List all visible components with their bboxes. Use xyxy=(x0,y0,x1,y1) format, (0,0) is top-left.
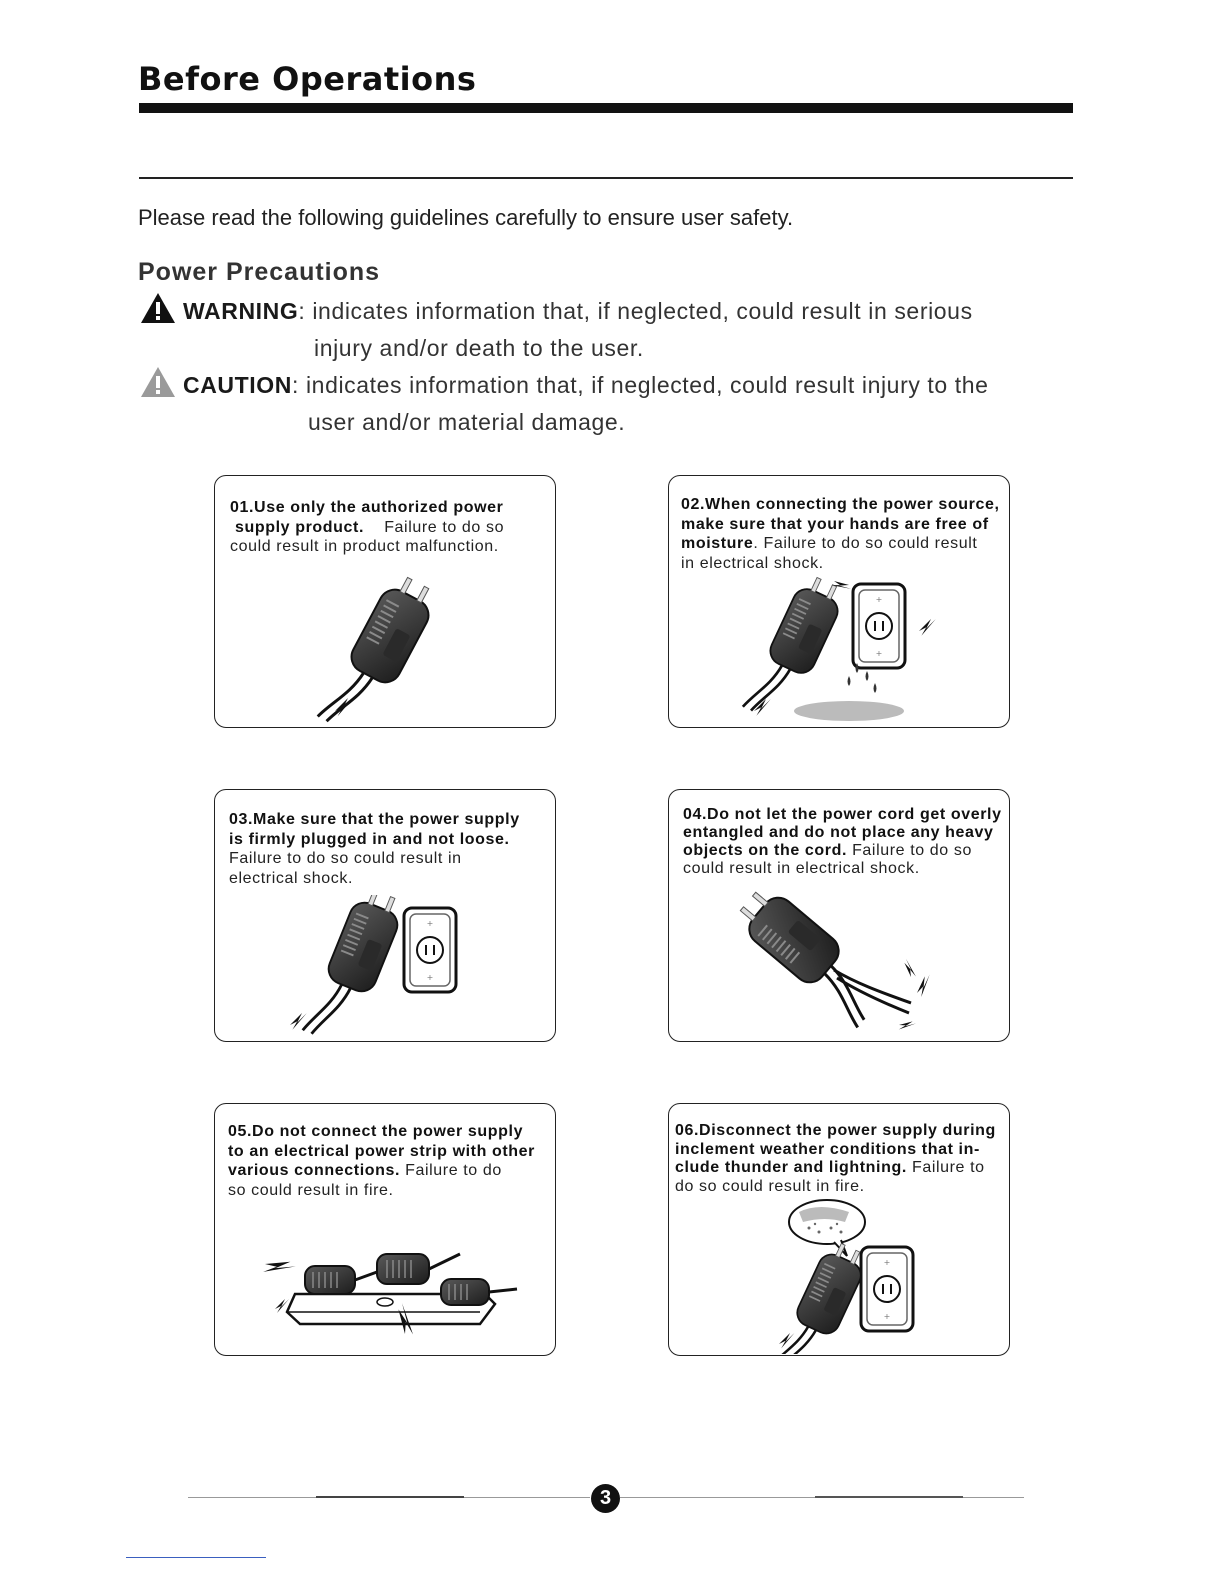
intro-text: Please read the following guidelines carefully to ensure user safety. xyxy=(138,205,794,230)
damaged-cord-illustration xyxy=(739,885,959,1040)
plugged-adapter-illustration xyxy=(285,895,485,1040)
corner-line xyxy=(126,1557,266,1558)
card-text: 06.Disconnect the power supply during inclement weather conditions that in- clude thunder and lightning. Failure to do so could result in fire. xyxy=(675,1122,996,1195)
caution-text-continued: user and/or material damage. xyxy=(308,409,626,435)
page-title: Before Operations xyxy=(138,60,477,98)
warning-label: WARNING xyxy=(183,298,299,324)
card-text: 05.Do not connect the power supply to an electrical power strip with other various connections. Failure to do so could result in fire. xyxy=(228,1123,536,1199)
precaution-card-01 xyxy=(214,475,556,728)
card-text: 04.Do not let the power cord get overly entangled and do not place any heavy objects on the cord. Failure to do so could result in electrical shock. xyxy=(683,806,1002,877)
caution-icon xyxy=(140,366,176,398)
warning-text: : indicates information that, if neglected, could result in serious xyxy=(298,298,973,324)
footer-rule-left-accent xyxy=(316,1496,464,1498)
caution-line xyxy=(183,372,989,399)
card-text: 01.Use only the authorized power supply product. Failure to do so could result in product malfunction. xyxy=(230,499,505,555)
title-rule-thick xyxy=(139,103,1073,113)
card-text: 03.Make sure that the power supply is firmly plugged in and not loose. Failure to do so could result in electrical shock. xyxy=(229,811,520,887)
footer-rule-right-accent xyxy=(815,1496,963,1498)
warning-line xyxy=(183,298,973,325)
precaution-card-05 xyxy=(214,1103,556,1356)
power-adapter-illustration xyxy=(305,556,475,726)
title-rule-thin xyxy=(139,177,1073,179)
storm-outlet-illustration xyxy=(759,1194,939,1354)
power-strip-illustration xyxy=(255,1234,535,1354)
warning-text-continued: injury and/or death to the user. xyxy=(314,335,644,361)
page-number: 3 xyxy=(591,1484,620,1513)
caution-label: CAUTION xyxy=(183,372,292,398)
warning-icon xyxy=(140,292,176,324)
precaution-card-04 xyxy=(668,789,1010,1042)
precaution-card-03 xyxy=(214,789,556,1042)
wet-hands-outlet-illustration xyxy=(739,571,959,726)
section-title: Power Precautions xyxy=(138,258,381,286)
caution-text: : indicates information that, if neglected, could result injury to the xyxy=(291,372,989,398)
card-text: 02.When connecting the power source, make sure that your hands are free of moisture. Failure to do so could result in electrical shock. xyxy=(681,496,1000,572)
precaution-card-02 xyxy=(668,475,1010,728)
precaution-card-06 xyxy=(668,1103,1010,1356)
